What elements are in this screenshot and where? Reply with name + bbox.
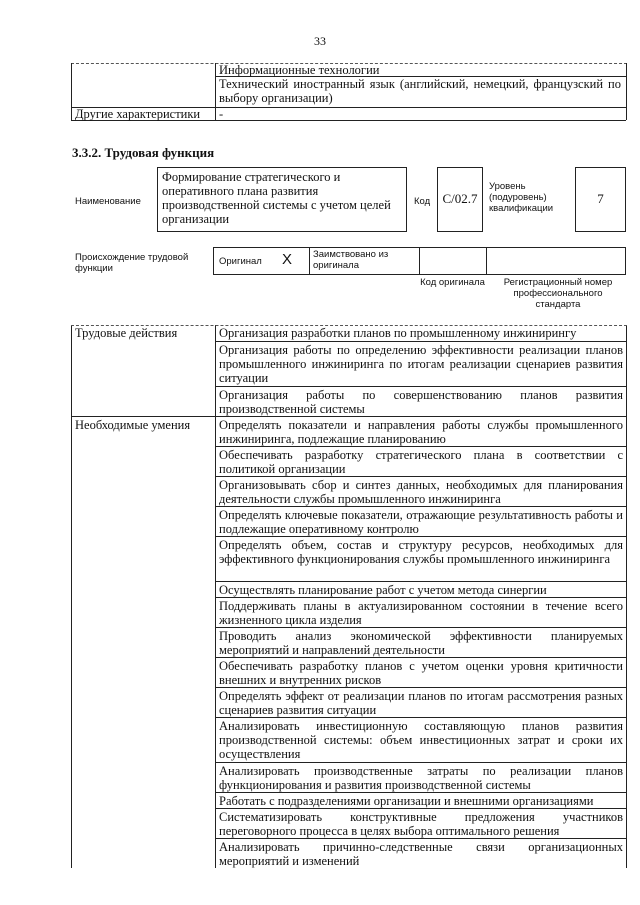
skill-item: Анализировать производственные затраты по реализации планов функционирования и развития производственной системы [219,764,623,792]
skill-item: Проводить анализ экономической эффективности планируемых мероприятий и направлений деятельности [219,629,623,657]
code-label: Код [414,196,431,207]
skills-label: Необходимые умения [75,418,191,432]
skill-item: Организовывать сбор и синтез данных, необходимых для планирования деятельности службы промышленного инжиниринга [219,478,623,506]
borrowed-label: Заимствовано из оригинала [313,249,389,271]
action-item: Организация работы по определению эффективности реализации планов промышленного инжиниринга по итогам реализации сценариев развития ситуации [219,343,623,385]
actions-label: Трудовые действия [75,326,178,340]
page-number: 33 [314,34,326,48]
skill-item: Анализировать причинно-следственные связи организационных мероприятий и изменений [219,840,623,868]
skill-item: Осуществлять планирование работ с учетом метода синергии [219,583,547,597]
skill-item: Обеспечивать разработку стратегического плана в соответствии с политикой организации [219,448,623,476]
skill-item: Поддерживать планы в актуализированном состоянии в течение всего жизненного цикла изделия [219,599,623,627]
skill-item: Определять объем, состав и структуру ресурсов, необходимых для эффективного функционирования службы промышленного инжиниринга [219,538,623,566]
original-mark: X [282,251,293,268]
table-row: Информационные технологии [219,63,380,77]
code-original-caption: Код оригинала [420,277,485,288]
skill-item: Определять эффект от реализации планов по итогам рассмотрения разных сценариев развития ситуации [219,689,623,717]
reg-number-caption: Регистрационный номер профессионального стандарта [503,277,613,310]
original-label: Оригинал [219,256,262,267]
section-heading: 3.3.2. Трудовая функция [72,145,215,160]
action-item: Организация разработки планов по промышленному инжинирингу [219,326,577,340]
function-name: Формирование стратегического и оперативного плана развития производственной системы с учетом целей организации [162,170,391,226]
skill-item: Определять показатели и направления работы службы промышленного инжиниринга, подлежащие планированию [219,418,623,446]
other-characteristics-value: - [219,107,224,121]
level-label: Уровень (подуровень) квалификации [489,181,554,214]
skill-item: Систематизировать конструктивные предложения участников переговорного процесса в целях выбора оптимального решения [219,810,623,838]
other-characteristics-label: Другие характеристики [75,107,201,121]
skill-item: Обеспечивать разработку планов с учетом оценки уровня критичности внешних и внутренних рисков [219,659,623,687]
code-value: C/02.7 [442,191,478,206]
table-row: Технический иностранный язык (английский, немецкий, французский по выбору организации) [219,77,621,105]
skill-item: Работать с подразделениями организации и внешними организациями [219,794,594,808]
skill-item: Анализировать инвестиционную составляющую планов развития производственной системы: объем инвестиционных затрат и сроки их осуществления [219,719,623,761]
name-label: Наименование [75,196,141,207]
skill-item: Определять ключевые показатели, отражающие результативность работы и подлежащие оперативному контролю [219,508,623,536]
action-item: Организация работы по совершенствованию планов развития производственной системы [219,388,623,416]
level-value: 7 [597,191,604,206]
origin-label: Происхождение трудовой функции [75,252,189,274]
